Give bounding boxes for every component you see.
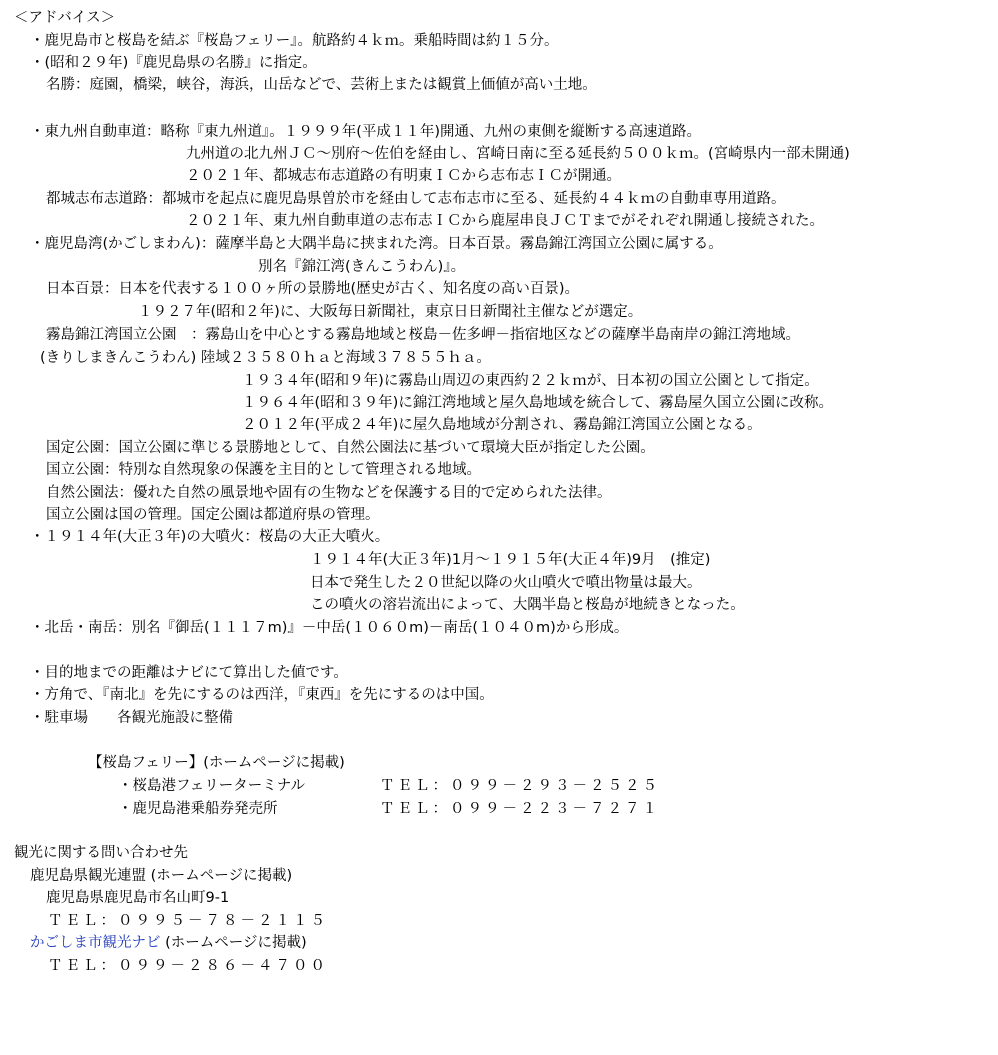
kagoshima-bay-line-1: ・鹿児島湾(かごしまわん)：薩摩半島と大隅半島に挟まれた湾。日本百景。霧島錦江湾国立公園に属する。 [30, 236, 723, 252]
ferry-note: ・鹿児島市と桜島を結ぶ『桜島フェリー』。航路約４ｋｍ。乗船時間は約１５分。 [30, 33, 559, 49]
advice-heading: ＜アドバイス＞ [14, 10, 116, 26]
direction-note: ・方角で、『南北』を先にするのは西洋，『東西』を先にするのは中国。 [30, 687, 494, 703]
meisho-definition: 名勝：庭園，橋梁，峡谷，海浜，山岳などで、芸術上または観賞上価値が高い土地。 [46, 77, 597, 93]
higashi-kyushu-line-2: 九州道の北九州ＪＣ～別府～佐伯を経由し、宮崎日南に至る延長約５００ｋｍ。(宮崎県内一部未開通) [186, 146, 850, 162]
eruption-line-2: １９１４年(大正３年)1月～１９１５年(大正４年)9月 (推定) [310, 552, 711, 568]
eruption-line-3: 日本で発生した２０世紀以降の火山噴火で噴出物量は最大。 [310, 575, 702, 591]
peaks-note: ・北岳・南岳：別名『御岳(１１１７m)』－中岳(１０６０m)－南岳(１０４０m)から形成。 [30, 620, 629, 636]
hyakkei-line-1: 日本百景：日本を代表する１００ヶ所の景勝地(歴史が古く、知名度の高い百景)。 [46, 281, 580, 297]
parking-note: ・駐車場 各観光施設に整備 [30, 710, 233, 726]
higashi-kyushu-line-3: ２０２１年、都城志布志道路の有明東ＩＣから志布志ＩＣが開通。 [186, 168, 621, 184]
ticket-office-name: ・鹿児島港乗船券発売所 [118, 801, 278, 817]
ferry-terminal-name: ・桜島港フェリーターミナル [118, 778, 306, 794]
national-park-line-2: (きりしまきんこうわん) 陸域２３５８０ｈａと海域３７８５５ｈａ。 [40, 350, 491, 366]
tourism-federation-name: 鹿児島県観光連盟 (ホームページに掲載) [30, 868, 293, 884]
kagoshima-bay-line-2: 別名『錦江湾(きんこうわん)』。 [258, 259, 466, 275]
natural-park-law-def: 自然公園法：優れた自然の風景地や固有の生物などを保護する目的で定められた法律。 [46, 485, 612, 501]
kagoshima-navi-link[interactable]: かごしま市観光ナビ [30, 935, 161, 951]
distance-note: ・目的地までの距離はナビにて算出した値です。 [30, 665, 348, 681]
meisho-note: ・(昭和２９年)『鹿児島県の名勝』に指定。 [30, 55, 317, 71]
higashi-kyushu-line-1: ・東九州自動車道：略称『東九州道』。１９９９年(平成１１年)開通、九州の東側を縦断する高速道路。 [30, 124, 702, 140]
eruption-line-4: この噴火の溶岩流出によって、大隅半島と桜島が地続きとなった。 [310, 597, 745, 613]
kagoshima-navi-note: (ホームページに掲載) [160, 935, 307, 951]
national-park-def: 国立公園：特別な自然現象の保護を主目的として管理される地域。 [46, 462, 481, 478]
ferry-terminal-tel: ＴＥＬ：０９９－２９３－２５２５ [380, 778, 660, 794]
kagoshima-navi-tel: ＴＥＬ：０９９－２８６－４７００ [48, 958, 328, 974]
eruption-line-1: ・１９１４年(大正３年)の大噴火：桜島の大正大噴火。 [30, 529, 390, 545]
inquiries-heading: 観光に関する問い合わせ先 [14, 845, 188, 861]
miyakonojo-line-1: 都城志布志道路：都城市を起点に鹿児島県曽於市を経由して志布志市に至る、延長約４４ｋｍの自動車専用道路。 [46, 191, 786, 207]
ticket-office-tel: ＴＥＬ：０９９－２２３－７２７１ [380, 801, 660, 817]
national-park-line-4: １９６４年(昭和３９年)に錦江湾地域と屋久島地域を統合して、霧島屋久国立公園に改称。 [242, 395, 834, 411]
national-park-line-3: １９３４年(昭和９年)に霧島山周辺の東西約２２ｋｍが、日本初の国立公園として指定。 [242, 373, 819, 389]
miyakonojo-line-2: ２０２１年、東九州自動車道の志布志ＩＣから鹿屋串良ＪＣＴまでがそれぞれ開通し接続された。 [186, 213, 824, 229]
national-park-line-1: 霧島錦江湾国立公園 ：霧島山を中心とする霧島地域と桜島－佐多岬－指宿地区などの薩摩半島南岸の錦江湾地域。 [46, 327, 800, 343]
tourism-federation-address: 鹿児島県鹿児島市名山町9-1 [46, 890, 230, 906]
hyakkei-line-2: １９２７年(昭和２年)に、大阪毎日新聞社，東京日日新聞社主催などが選定。 [138, 304, 643, 320]
quasi-national-park-def: 国定公園：国立公園に準じる景勝地として、自然公園法に基づいて環境大臣が指定した公園。 [46, 440, 655, 456]
kagoshima-navi-row [30, 934, 307, 952]
tourism-federation-tel: ＴＥＬ：０９９５－７８－２１１５ [48, 913, 328, 929]
ferry-contact-title: 【桜島フェリー】(ホームページに掲載) [88, 755, 345, 771]
park-administration-note: 国立公園は国の管理。国定公園は都道府県の管理。 [46, 507, 380, 523]
national-park-line-5: ２０１２年(平成２４年)に屋久島地域が分割され、霧島錦江湾国立公園となる。 [242, 417, 762, 433]
